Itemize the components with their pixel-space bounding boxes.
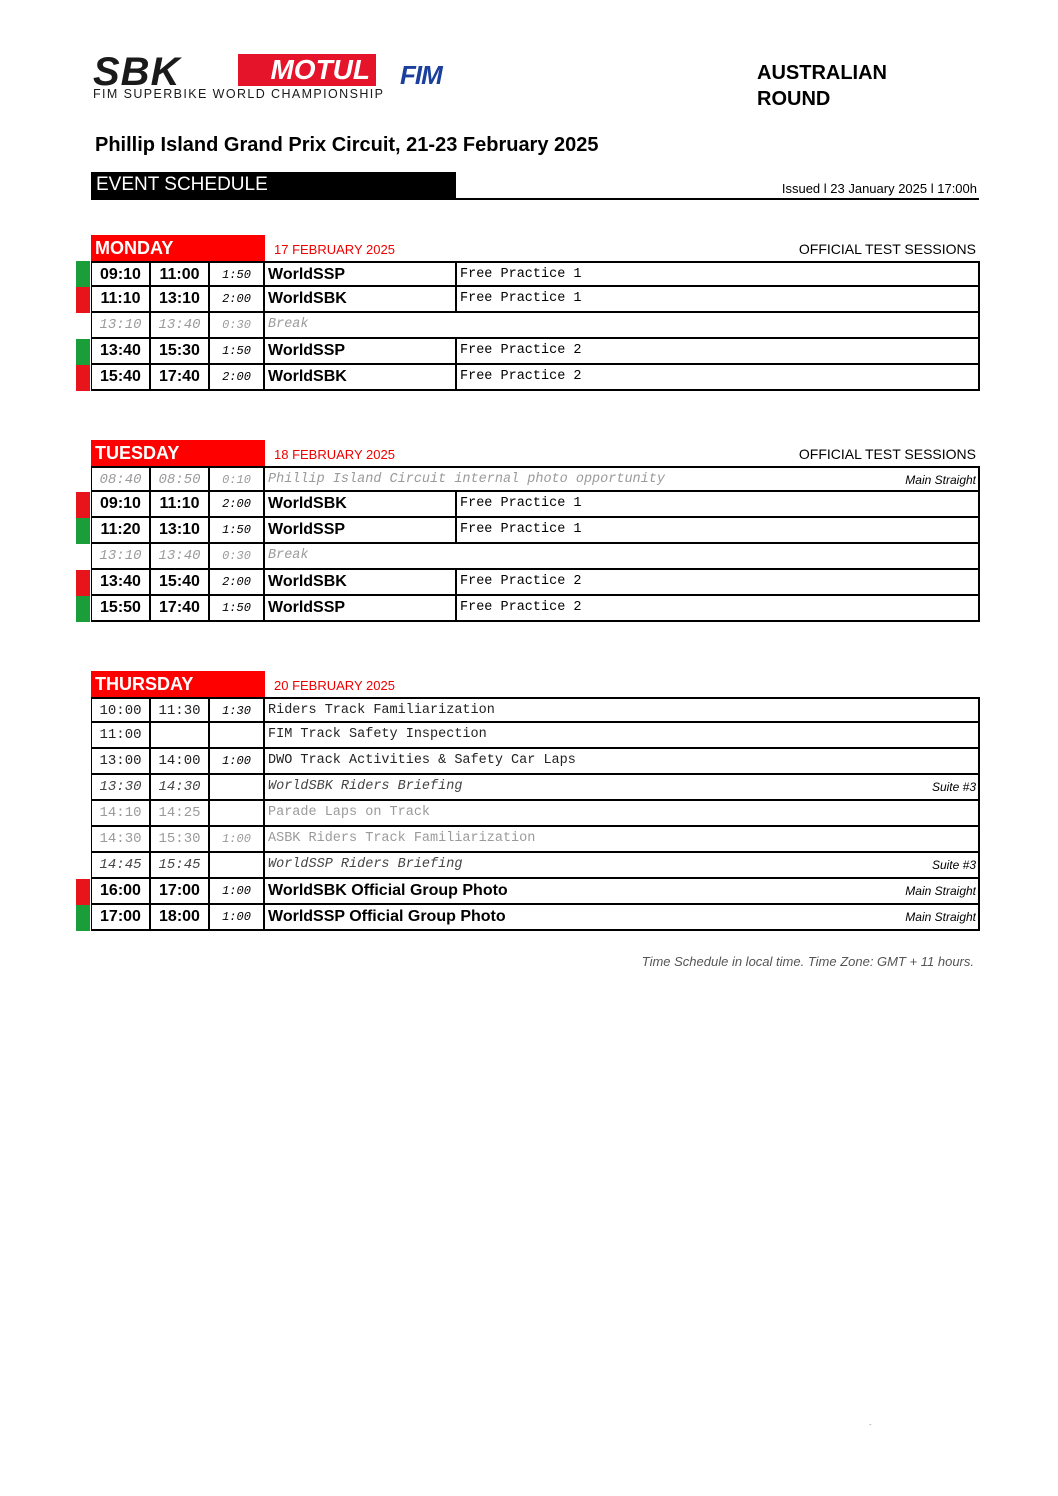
end-time: 17:40 [151, 365, 210, 389]
location: Suite #3 [931, 858, 976, 872]
class-name: WorldSBK [265, 570, 457, 594]
activity-text: WorldSBK Riders Briefing [268, 779, 463, 794]
day-label: THURSDAY [91, 671, 265, 697]
class-name: WorldSBK [265, 365, 457, 389]
category-flag [76, 365, 90, 391]
issued-date: Issued l 23 January 2025 l 17:00h [781, 181, 977, 196]
duration [210, 723, 265, 747]
end-time: 15:30 [151, 339, 210, 363]
schedule-row [76, 339, 980, 365]
end-time: 14:25 [151, 801, 210, 825]
timezone-footnote: Time Schedule in local time. Time Zone: GMT + 11 hours. [641, 954, 974, 969]
schedule-row [76, 827, 980, 853]
duration: 1:00 [210, 879, 265, 903]
schedule-row [76, 905, 980, 931]
schedule-row [76, 596, 980, 622]
duration: 1:50 [210, 263, 265, 287]
day-section-tuesday [76, 440, 980, 622]
end-time: 17:40 [151, 596, 210, 620]
start-time: 14:45 [92, 853, 151, 877]
round-line-2: ROUND [757, 88, 831, 110]
date-label: 18 FEBRUARY 2025 [274, 447, 395, 462]
fim-logo: FIM [400, 60, 442, 90]
duration: 1:00 [210, 827, 265, 851]
activity-text: Break [268, 548, 309, 563]
duration: 0:30 [210, 313, 265, 337]
session-note: OFFICIAL TEST SESSIONS [798, 241, 976, 257]
duration: 1:00 [210, 905, 265, 929]
category-flag [76, 518, 90, 544]
schedule-row [76, 261, 980, 287]
end-time: 11:00 [151, 263, 210, 287]
schedule-row [76, 723, 980, 749]
start-time: 16:00 [92, 879, 151, 903]
activity-text: FIM Track Safety Inspection [268, 727, 487, 742]
location: Main Straight [905, 884, 976, 898]
duration: 1:50 [210, 339, 265, 363]
activity-text: WorldSSP Riders Briefing [268, 857, 463, 872]
session-name: Free Practice 1 [460, 496, 582, 511]
class-name: WorldSSP [265, 263, 457, 287]
date-label: 17 FEBRUARY 2025 [274, 242, 395, 257]
event-schedule-label: EVENT SCHEDULE [91, 172, 456, 198]
class-name: WorldSBK [265, 287, 457, 311]
start-time: 09:10 [92, 492, 151, 516]
end-time: 13:10 [151, 287, 210, 311]
class-name: WorldSBK [265, 492, 457, 516]
category-flag [76, 570, 90, 596]
category-flag [76, 492, 90, 518]
end-time: 13:40 [151, 544, 210, 568]
sbk-logo-letters: SBK [93, 50, 181, 94]
duration: 1:50 [210, 596, 265, 620]
activity-text: WorldSBK Official Group Photo [268, 882, 508, 899]
activity-text: DWO Track Activities & Safety Car Laps [268, 753, 576, 768]
championship-logo-text: FIM SUPERBIKE WORLD CHAMPIONSHIP [93, 87, 385, 101]
session-note: OFFICIAL TEST SESSIONS [798, 446, 976, 462]
duration: 1:50 [210, 518, 265, 542]
duration [210, 853, 265, 877]
duration: 2:00 [210, 365, 265, 389]
day-header [76, 235, 980, 261]
start-time: 13:40 [92, 339, 151, 363]
page-mark: - [869, 1420, 872, 1429]
duration [210, 801, 265, 825]
duration: 1:30 [210, 699, 265, 723]
activity-text: Break [268, 317, 309, 332]
schedule-row [76, 518, 980, 544]
schedule-row [76, 879, 980, 905]
session-name: Free Practice 1 [460, 291, 582, 306]
end-time: 17:00 [151, 879, 210, 903]
duration: 0:30 [210, 544, 265, 568]
session-name: Free Practice 2 [460, 600, 582, 615]
category-flag [76, 287, 90, 313]
session-name: Free Practice 2 [460, 369, 582, 384]
category-flag [76, 596, 90, 622]
schedule-row [76, 801, 980, 827]
session-name: Free Practice 1 [460, 522, 582, 537]
activity-text: ASBK Riders Track Familiarization [268, 831, 536, 846]
start-time: 14:30 [92, 827, 151, 851]
start-time: 13:10 [92, 313, 151, 337]
schedule-row [76, 544, 980, 570]
schedule-row [76, 697, 980, 723]
schedule-row [76, 466, 980, 492]
category-flag [76, 905, 90, 931]
start-time: 15:40 [92, 365, 151, 389]
duration: 1:00 [210, 749, 265, 773]
start-time: 13:40 [92, 570, 151, 594]
location: Main Straight [905, 910, 976, 924]
duration: 2:00 [210, 570, 265, 594]
category-flag [76, 879, 90, 905]
start-time: 10:00 [92, 699, 151, 723]
motul-logo: MOTUL [238, 54, 376, 86]
day-header [76, 440, 980, 466]
start-time: 09:10 [92, 263, 151, 287]
round-line-1: AUSTRALIAN [757, 62, 887, 84]
session-name: Free Practice 2 [460, 343, 582, 358]
schedule-row [76, 287, 980, 313]
start-time: 13:00 [92, 749, 151, 773]
end-time: 08:50 [151, 468, 210, 492]
day-section-monday [76, 235, 980, 391]
duration: 2:00 [210, 287, 265, 311]
class-name: WorldSSP [265, 518, 457, 542]
schedule-row [76, 313, 980, 339]
activity-text: Riders Track Familiarization [268, 703, 495, 718]
start-time: 14:10 [92, 801, 151, 825]
class-name: WorldSSP [265, 339, 457, 363]
schedule-row [76, 492, 980, 518]
end-time: 13:40 [151, 313, 210, 337]
start-time: 13:10 [92, 544, 151, 568]
sbk-motul-logo [93, 52, 383, 102]
schedule-row [76, 749, 980, 775]
end-time: 15:30 [151, 827, 210, 851]
date-label: 20 FEBRUARY 2025 [274, 678, 395, 693]
round-title [757, 60, 887, 112]
location: Suite #3 [931, 780, 976, 794]
start-time: 08:40 [92, 468, 151, 492]
activity-text: WorldSSP Official Group Photo [268, 908, 506, 925]
start-time: 11:10 [92, 287, 151, 311]
end-time: 11:10 [151, 492, 210, 516]
duration: 0:10 [210, 468, 265, 492]
start-time: 11:20 [92, 518, 151, 542]
duration: 2:00 [210, 492, 265, 516]
day-label: TUESDAY [91, 440, 265, 466]
class-name: WorldSSP [265, 596, 457, 620]
session-name: Free Practice 2 [460, 574, 582, 589]
start-time: 17:00 [92, 905, 151, 929]
activity-text: Phillip Island Circuit internal photo opportunity [268, 472, 665, 487]
schedule-row [76, 365, 980, 391]
schedule-row [76, 775, 980, 801]
location: Main Straight [905, 473, 976, 487]
session-name: Free Practice 1 [460, 267, 582, 282]
category-flag [76, 339, 90, 365]
day-header [76, 671, 980, 697]
end-time [151, 723, 210, 747]
venue-title: Phillip Island Grand Prix Circuit, 21-23 February 2025 [95, 134, 599, 156]
category-flag [76, 261, 90, 287]
start-time: 15:50 [92, 596, 151, 620]
day-section-thursday [76, 671, 980, 931]
end-time: 14:30 [151, 775, 210, 799]
end-time: 14:00 [151, 749, 210, 773]
schedule-row [76, 853, 980, 879]
end-time: 18:00 [151, 905, 210, 929]
event-schedule-bar [91, 172, 979, 200]
end-time: 15:40 [151, 570, 210, 594]
schedule-row [76, 570, 980, 596]
end-time: 15:45 [151, 853, 210, 877]
start-time: 13:30 [92, 775, 151, 799]
day-label: MONDAY [91, 235, 265, 261]
duration [210, 775, 265, 799]
start-time: 11:00 [92, 723, 151, 747]
end-time: 13:10 [151, 518, 210, 542]
end-time: 11:30 [151, 699, 210, 723]
activity-text: Parade Laps on Track [268, 805, 431, 820]
